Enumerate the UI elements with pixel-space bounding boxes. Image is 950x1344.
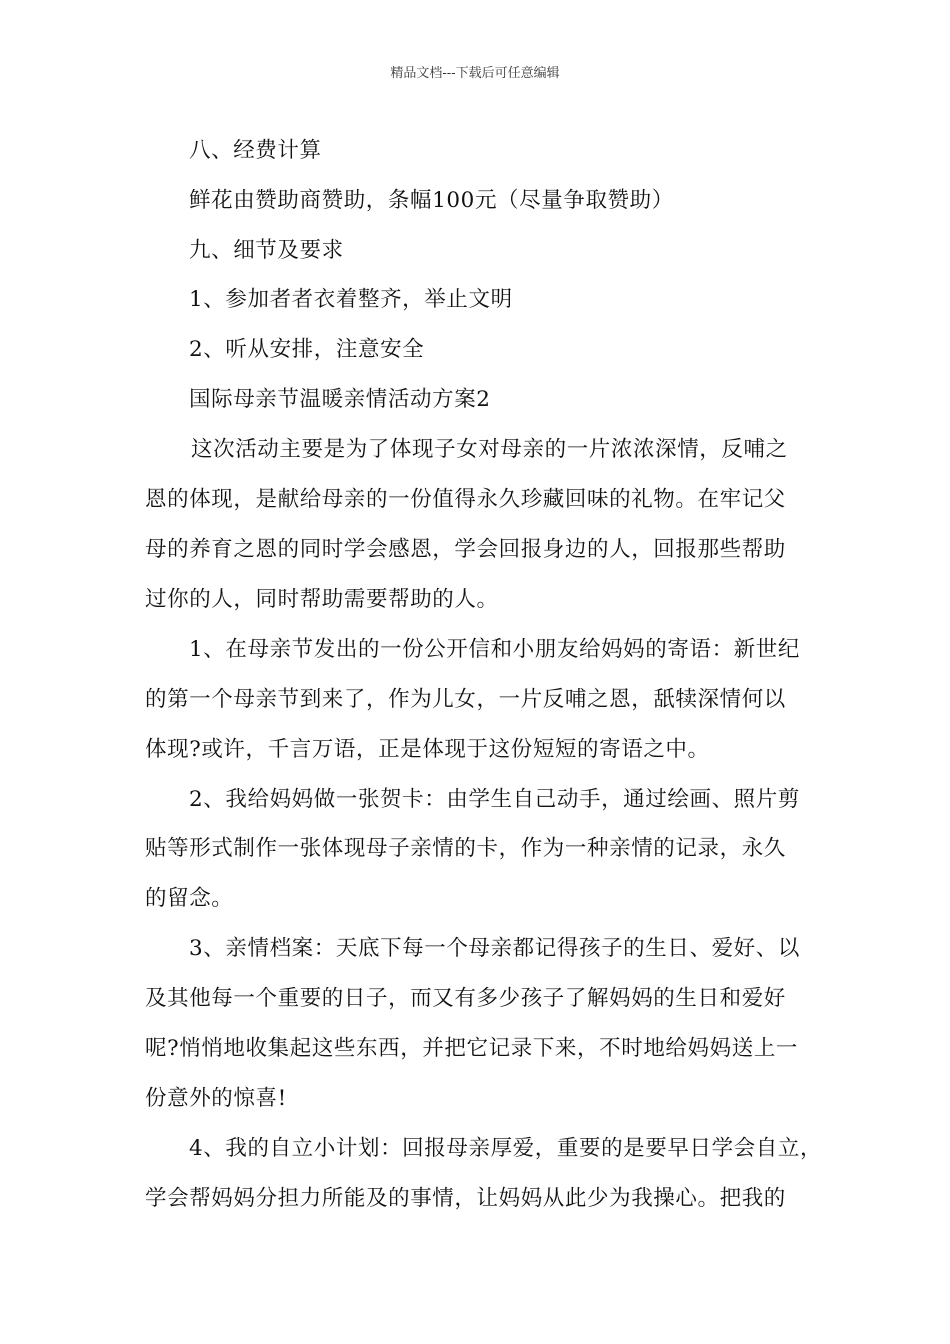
paragraph-line: 4、我的自立小计划：回报母亲厚爱，重要的是要早日学会自立， bbox=[189, 1136, 823, 1161]
paragraph-line: 体现?或许，千言万语，正是体现于这份短短的寄语之中。 bbox=[145, 737, 710, 762]
section-heading-details: 九、细节及要求 bbox=[189, 238, 344, 263]
paragraph-line: 呢?悄悄地收集起这些东西，并把它记录下来，不时地给妈妈送上一 bbox=[145, 1036, 799, 1061]
paragraph-line: 鲜花由赞助商赞助，条幅100元（尽量争取赞助） bbox=[189, 188, 674, 213]
paragraph-line: 2、我给妈妈做一张贺卡：由学生自己动手，通过绘画、照片剪 bbox=[189, 787, 800, 812]
list-item: 1、参加者者衣着整齐，举止文明 bbox=[189, 287, 513, 312]
paragraph-line: 母的养育之恩的同时学会感恩，学会回报身边的人，回报那些帮助 bbox=[145, 537, 786, 562]
paragraph-line: 3、亲情档案：天底下每一个母亲都记得孩子的生日、爱好、以 bbox=[189, 936, 800, 961]
paragraph-line: 1、在母亲节发出的一份公开信和小朋友给妈妈的寄语：新世纪 bbox=[189, 637, 800, 662]
paragraph-line: 学会帮妈妈分担力所能及的事情，让妈妈从此少为我操心。把我的 bbox=[145, 1186, 786, 1211]
section-heading-budget: 八、经费计算 bbox=[189, 138, 322, 163]
paragraph-line: 贴等形式制作一张体现母子亲情的卡，作为一种亲情的记录，永久 bbox=[145, 836, 786, 861]
paragraph-line: 恩的体现，是献给母亲的一份值得永久珍藏回味的礼物。在牢记父 bbox=[145, 487, 786, 512]
page-header: 精品文档---下载后可任意编辑 bbox=[390, 66, 560, 81]
paragraph-line: 及其他每一个重要的日子，而又有多少孩子了解妈妈的生日和爱好 bbox=[145, 986, 786, 1011]
paragraph-line: 的留念。 bbox=[145, 886, 234, 911]
plan-title: 国际母亲节温暖亲情活动方案2 bbox=[189, 387, 491, 412]
paragraph-line: 过你的人，同时帮助需要帮助的人。 bbox=[145, 587, 499, 612]
paragraph-line: 这次活动主要是为了体现子女对母亲的一片浓浓深情，反哺之 bbox=[191, 437, 788, 462]
paragraph-line: 的第一个母亲节到来了，作为儿女，一片反哺之恩，舐犊深情何以 bbox=[145, 687, 786, 712]
paragraph-line: 份意外的惊喜! bbox=[145, 1086, 287, 1111]
list-item: 2、听从安排，注意安全 bbox=[189, 337, 425, 362]
